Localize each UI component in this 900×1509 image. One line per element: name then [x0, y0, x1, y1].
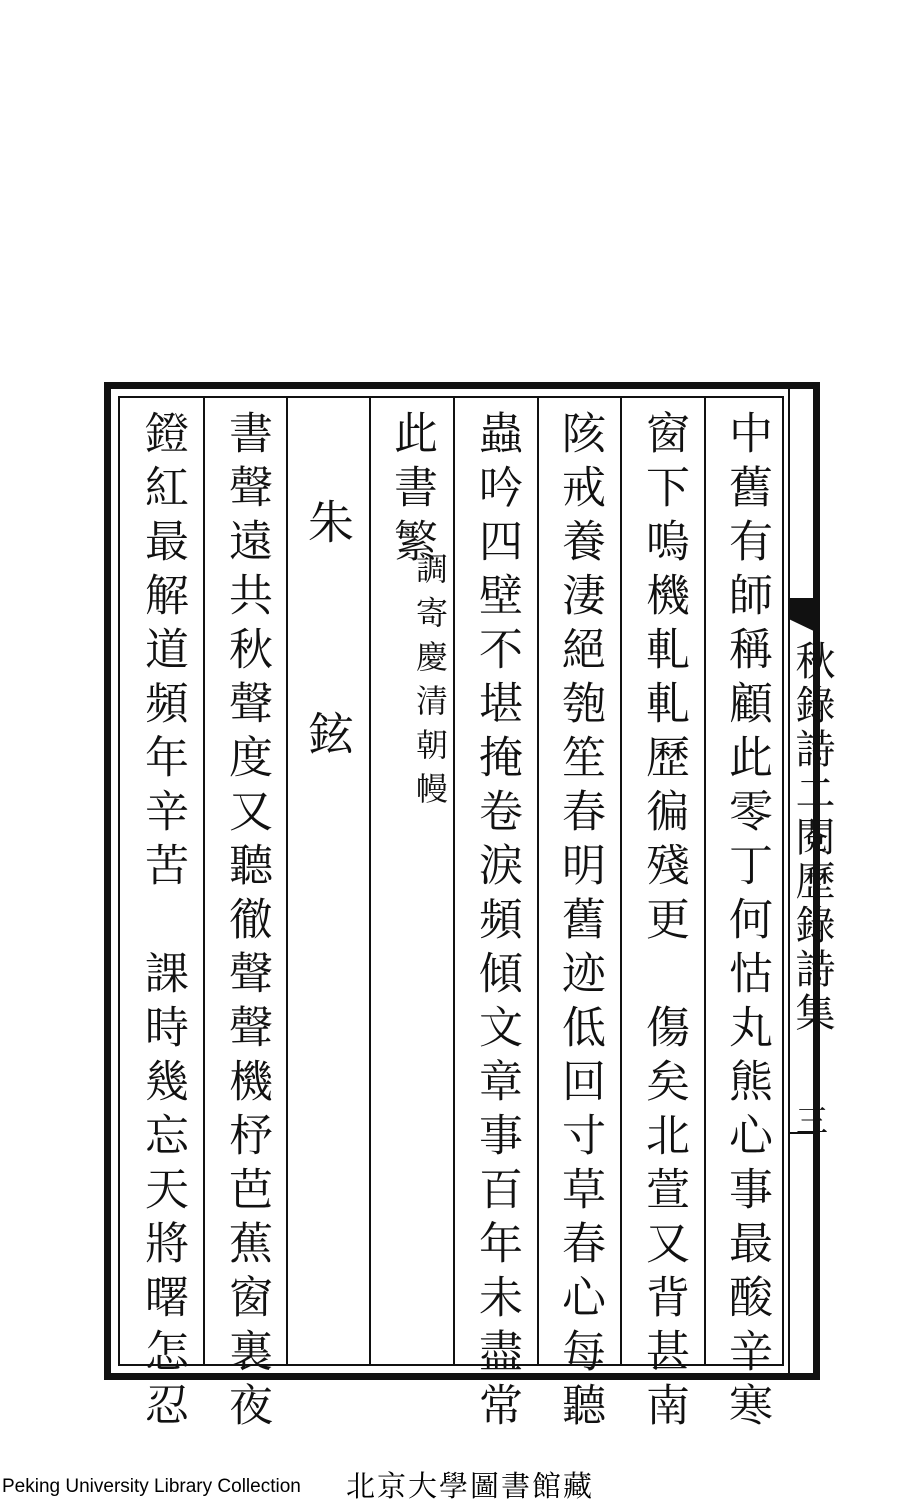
text-column-8: 鐙紅最解道頻年辛苦 課時幾忘天將曙怎忍 — [137, 410, 188, 1436]
text-column-2: 窗下嗚機軋軋歷徧殘更 傷矣北萱又背甚南 — [638, 410, 689, 1436]
text-column-1: 中舊有師稱顧此零丁何怙丸熊心事最酸辛寒 — [721, 410, 772, 1436]
column-rule — [203, 398, 205, 1364]
text-column-3: 陔戒養淒絕匏笙春明舊迹低回寸草春心每聽 — [554, 410, 605, 1436]
column-rule — [369, 398, 371, 1364]
column-rule — [620, 398, 622, 1364]
collection-label-en: Peking University Library Collection — [2, 1476, 301, 1497]
collection-label-zh: 北京大學圖書館藏 — [346, 1469, 595, 1503]
author-name: 朱 鉉 — [301, 498, 355, 816]
text-column-7: 書聲遠共秋聲度又聽徹聲聲機杼芭蕉窗裏夜 — [221, 410, 272, 1436]
fold-title: 秋錄詩二閱歷錄詩集 — [789, 640, 835, 1036]
column-rule — [704, 398, 706, 1364]
tune-name: 調寄慶清朝幔 — [411, 552, 449, 816]
fold-page-number: 三 — [791, 1104, 829, 1148]
column-rule — [453, 398, 455, 1364]
column-rule — [286, 398, 288, 1364]
text-column-5: 此書繁 — [386, 410, 437, 572]
text-column-4: 蟲吟四壁不堪掩卷淚頻傾文章事百年未盡常 — [471, 410, 522, 1436]
column-rule — [537, 398, 539, 1364]
footer — [0, 1462, 900, 1502]
